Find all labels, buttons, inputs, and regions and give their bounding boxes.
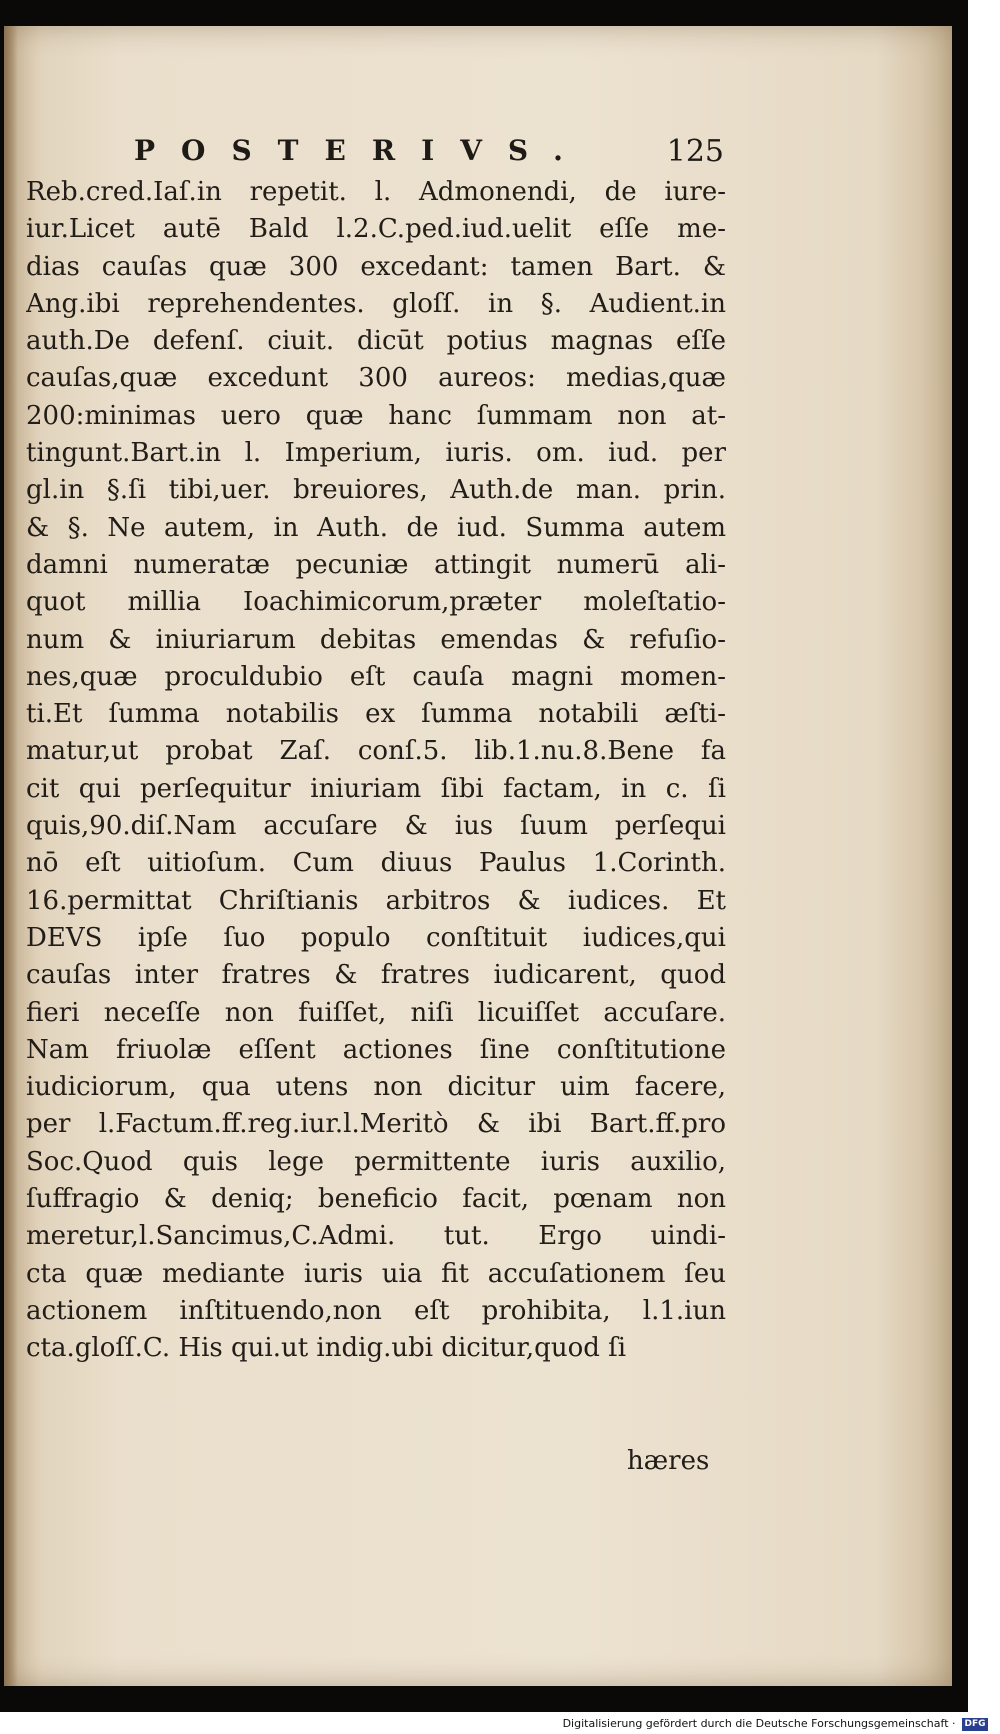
text-line: quis,90.diſ.Nam accuſare & ius ſuum perſequi xyxy=(26,811,726,842)
text-line: nō eſt uitioſum. Cum diuus Paulus 1.Corinth. xyxy=(26,848,726,879)
credit-text: Digitalisierung gefördert durch die Deutsche Forschungsgemeinschaft · xyxy=(562,1717,956,1730)
dfg-logo-icon: DFG xyxy=(962,1718,988,1731)
text-line: iudiciorum, qua utens non dicitur uim facere, xyxy=(26,1072,726,1103)
text-line: matur,ut probat Zaſ. conſ.5. lib.1.nu.8.Bene fa xyxy=(26,736,726,767)
text-line: dias cauſas quæ 300 excedant: tamen Bart. & xyxy=(26,251,726,282)
page-gutter-edge xyxy=(4,26,18,1686)
text-line: damni numeratæ pecuniæ attingit numerū ali- xyxy=(26,549,726,580)
text-line: DEVS ipſe ſuo populo conſtituit iudices,qui xyxy=(26,922,726,953)
text-line: ti.Et ſumma notabilis ex ſumma notabili æſti- xyxy=(26,699,726,730)
text-line: gl.in §.ſi tibi,uer. breuiores, Auth.de man. prin. xyxy=(26,475,726,506)
text-line: num & iniuriarum debitas emendas & refuſio- xyxy=(26,624,726,655)
folio-number: 125 xyxy=(666,134,724,169)
text-line: & §. Ne autem, in Auth. de iud. Summa autem xyxy=(26,512,726,543)
text-line: tingunt.Bart.in l. Imperium, iuris. om. iud. per xyxy=(26,438,726,469)
text-line: Soc.Quod quis lege permittente iuris auxilio, xyxy=(26,1146,726,1177)
body-text xyxy=(26,174,726,1368)
text-line: fieri neceſſe non fuiſſet, niſi licuiſſet accuſare. xyxy=(26,997,726,1028)
text-line: cauſas inter fratres & fratres iudicarent, quod xyxy=(26,960,726,991)
text-line: Nam friuolæ eſſent actiones ſine conſtitutione xyxy=(26,1034,726,1065)
text-line: 200:minimas uero quæ hanc ſummam non at- xyxy=(26,400,726,431)
text-line: Reb.cred.Iaſ.in repetit. l. Admonendi, de iure- xyxy=(26,177,726,207)
text-line: cit qui perſequitur iniuriam ſibi factam, in c. ſi xyxy=(26,773,726,804)
text-line: actionem inſtituendo,non eſt prohibita, l.1.iun xyxy=(26,1295,726,1326)
text-line: auth.De defenſ. ciuit. dicūt potius magnas eſſe xyxy=(26,326,726,357)
text-line: quot millia Ioachimicorum,præter moleſtatio- xyxy=(26,587,726,618)
text-line: cta quæ mediante iuris uia fit accuſationem ſeu xyxy=(26,1258,726,1289)
running-head-title: POSTERIVS. xyxy=(134,134,589,167)
digitization-credit xyxy=(563,1716,988,1732)
text-line: cauſas,quæ excedunt 300 aureos: medias,quæ xyxy=(26,363,726,394)
text-line: meretur,l.Sancimus,C.Admi. tut. Ergo uindi- xyxy=(26,1221,726,1252)
book-page xyxy=(4,26,952,1686)
text-line: Ang.ibi reprehendentes. gloſſ. in §. Audient.in xyxy=(26,288,726,319)
text-line: cta.gloſſ.C. His qui.ut indig.ubi dicitur,quod ſi xyxy=(26,1333,627,1364)
text-line: nes,quæ proculdubio eſt cauſa magni momen- xyxy=(26,661,726,692)
text-line: iur.Licet autē Bald l.2.C.ped.iud.uelit eſſe me- xyxy=(26,214,726,245)
running-head xyxy=(134,134,724,174)
text-line: 16.permittat Chriſtianis arbitros & iudices. Et xyxy=(26,885,726,916)
text-line: per l.Factum.ff.reg.iur.l.Meritò & ibi Bart.ff.pro xyxy=(26,1109,726,1140)
text-line: ſuffragio & deniq; beneficio facit, pœnam non xyxy=(26,1184,726,1215)
catchword: hæres xyxy=(627,1446,710,1476)
